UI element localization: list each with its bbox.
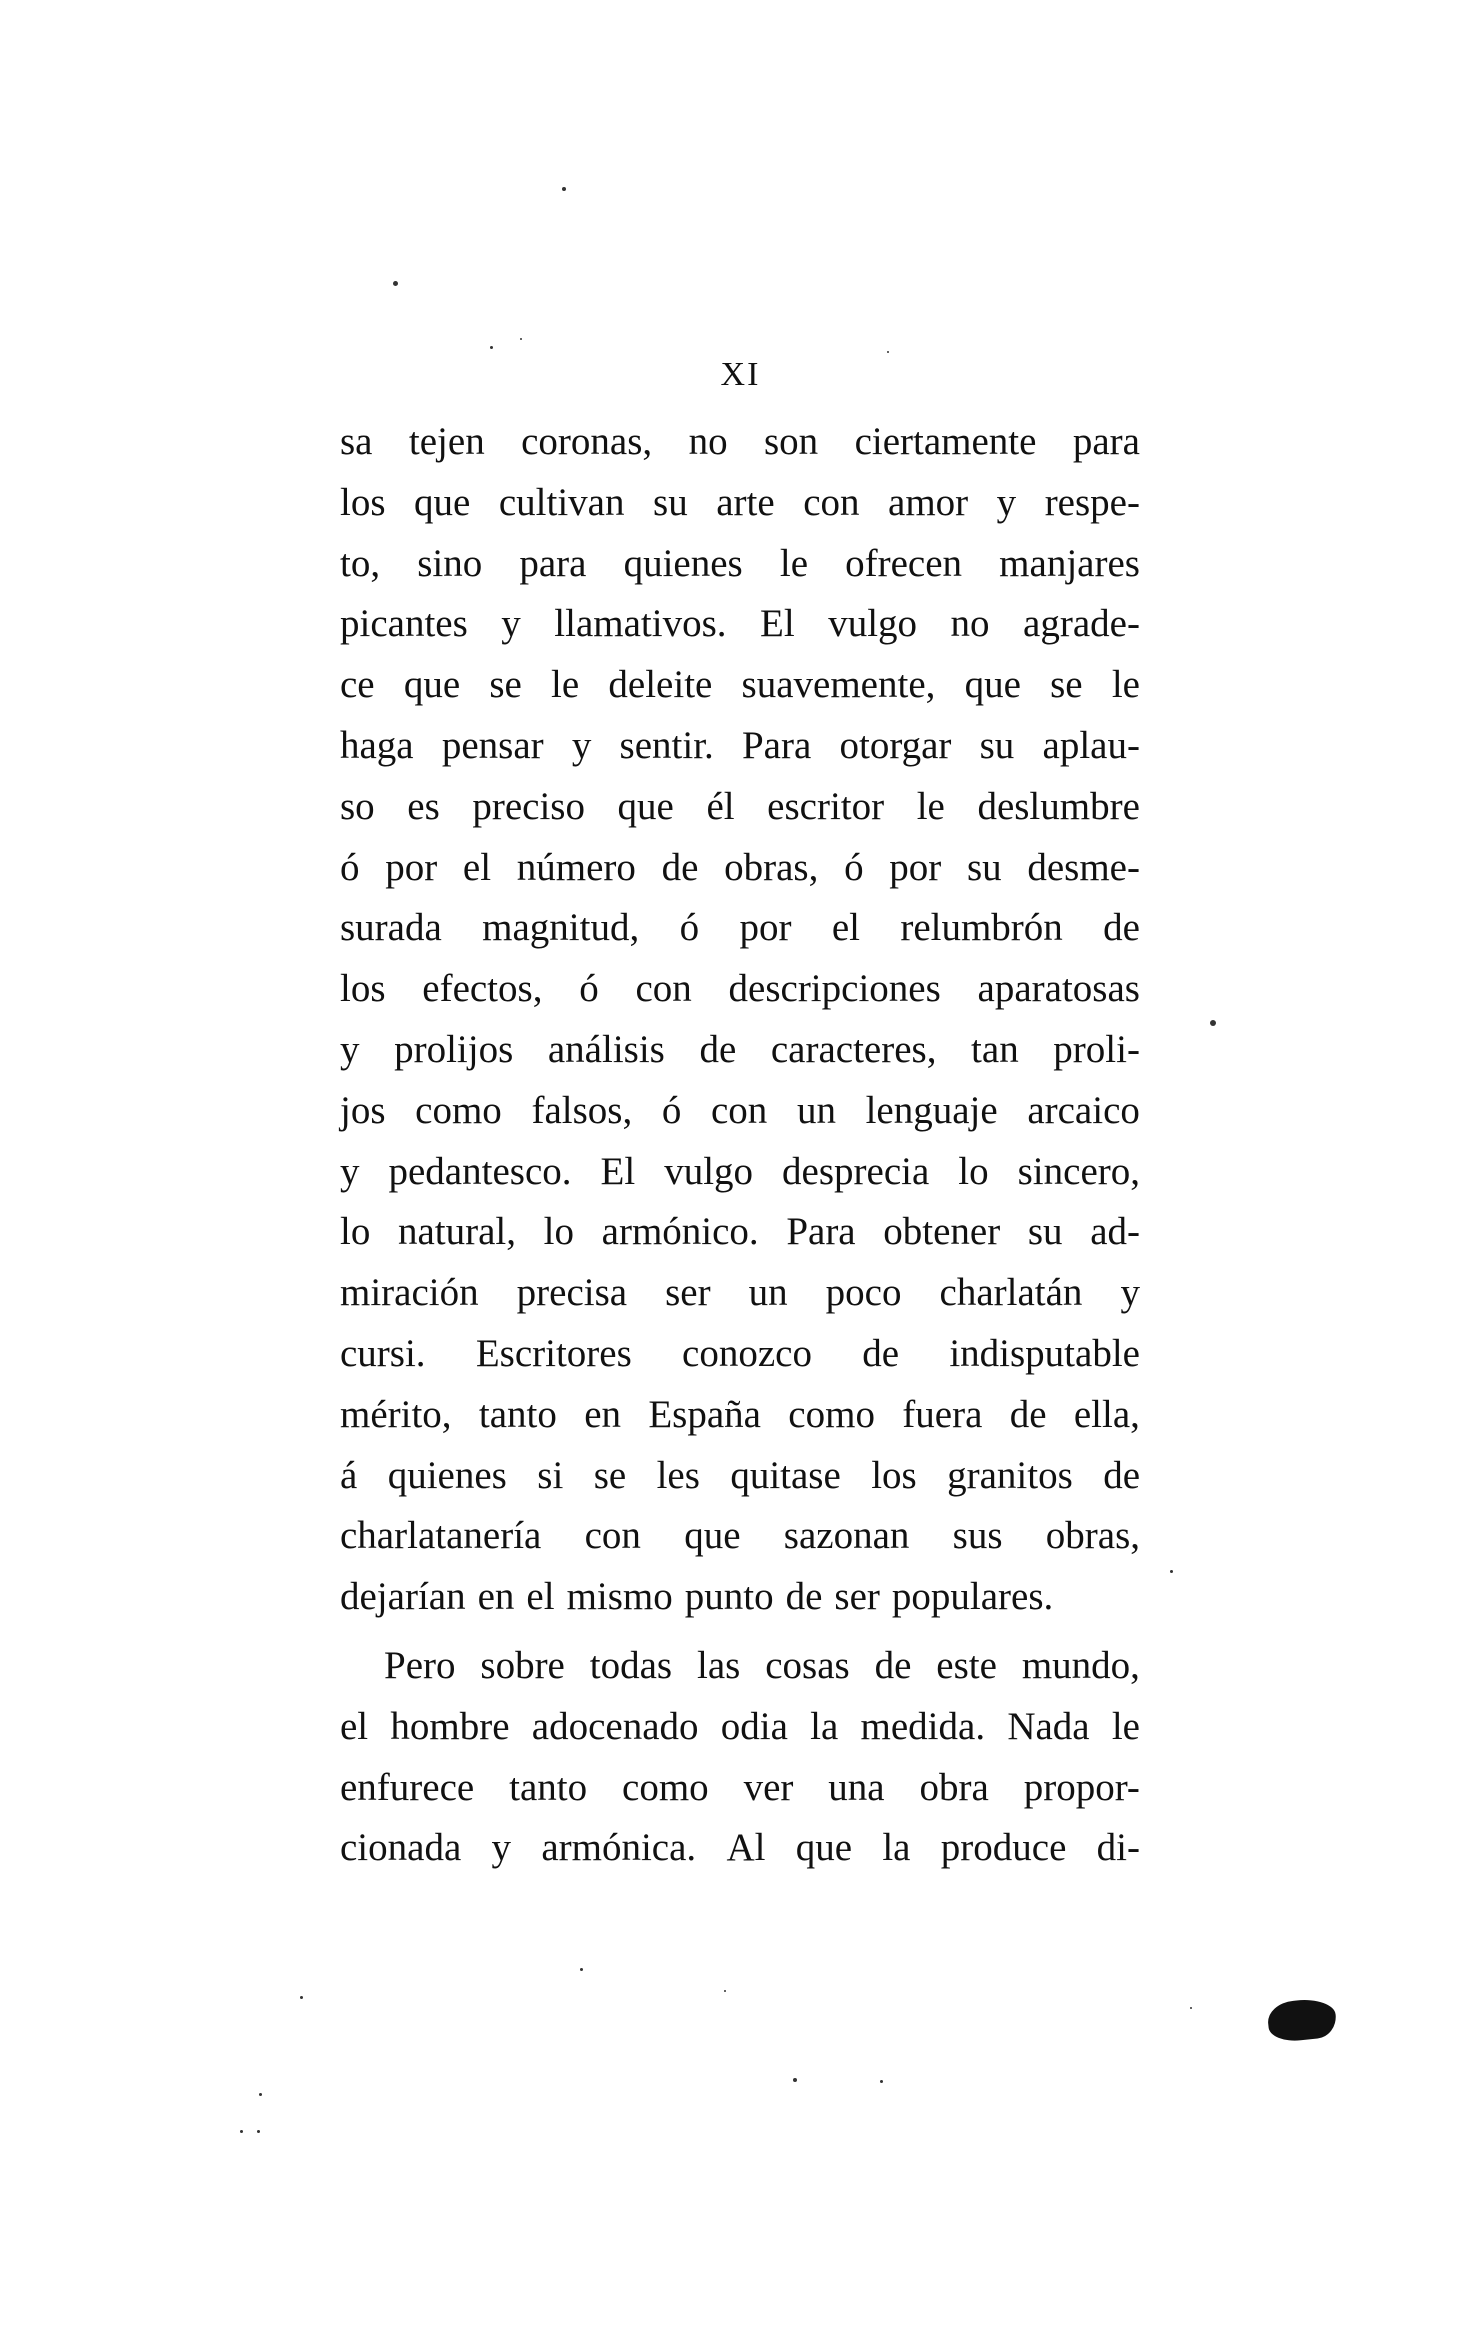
word: en [584, 1392, 622, 1436]
word: armónico. [601, 1210, 759, 1254]
word: indisputable [949, 1331, 1140, 1375]
word: que [403, 663, 461, 707]
word: escritor [767, 784, 885, 828]
word: sazonan [783, 1514, 910, 1558]
word: número [516, 845, 636, 889]
scan-speck [1210, 1020, 1216, 1026]
word: populares. [891, 1575, 1054, 1619]
text-line [340, 716, 1140, 777]
text-line [340, 1385, 1140, 1446]
word: deslumbre [977, 784, 1140, 828]
word: vulgo [664, 1149, 754, 1193]
word: manjares [999, 541, 1140, 585]
word: pensar [441, 723, 544, 767]
scan-speck [393, 281, 398, 286]
word: llamativos. [554, 602, 727, 646]
word: y [571, 723, 592, 767]
word: la [882, 1826, 911, 1870]
word: mismo [566, 1575, 673, 1619]
word: sincero, [1017, 1149, 1140, 1193]
word: quitase [730, 1453, 841, 1497]
word: quienes [387, 1453, 507, 1497]
word: España [648, 1392, 761, 1436]
word: caracteres, [770, 1027, 937, 1071]
word: ser [834, 1575, 880, 1619]
word: ó [340, 845, 360, 889]
paragraph-gap [340, 1628, 1140, 1636]
scan-speck [257, 2130, 260, 2133]
word: haga [340, 723, 414, 767]
word: y [491, 1826, 512, 1870]
word: quienes [623, 541, 743, 585]
word: su [979, 723, 1015, 767]
text-line [340, 1446, 1140, 1507]
word: y [501, 602, 521, 646]
word: por [385, 845, 438, 889]
text-line [340, 1636, 1140, 1697]
word: de [862, 1331, 900, 1375]
word: es [407, 784, 440, 828]
word: El [760, 602, 795, 646]
word: sobre [480, 1643, 565, 1687]
word: descripciones [728, 967, 941, 1011]
paragraph-2 [340, 1636, 1140, 1879]
text-line [340, 473, 1140, 534]
body-text [340, 412, 1140, 1879]
word: obtener [883, 1210, 1001, 1254]
word: obra [919, 1765, 989, 1809]
word: que [617, 784, 674, 828]
word: de [874, 1643, 912, 1687]
word: conozco [682, 1331, 812, 1375]
word: amor [888, 480, 969, 524]
scan-speck [1170, 1570, 1173, 1573]
word: tan [971, 1027, 1019, 1071]
word: ó [661, 1088, 682, 1132]
scan-speck [562, 187, 566, 191]
word: con [803, 480, 860, 524]
word: relumbrón [900, 906, 1063, 950]
word: proli- [1053, 1027, 1140, 1071]
scan-speck [240, 2130, 243, 2133]
scan-speck [520, 338, 522, 340]
word: cionada [340, 1826, 462, 1870]
word: para [519, 541, 587, 585]
word: los [871, 1453, 917, 1497]
word: el [462, 845, 492, 889]
word: suavemente, [741, 663, 936, 707]
word: á [340, 1453, 358, 1497]
word: poco [825, 1271, 902, 1315]
word: precisa [516, 1271, 628, 1315]
word: lo [543, 1210, 574, 1254]
text-line [340, 898, 1140, 959]
word: preciso [472, 784, 585, 828]
word: granitos [947, 1453, 1073, 1497]
word: todas [589, 1643, 673, 1687]
word: tejen [408, 420, 485, 463]
word: ciertamente [854, 420, 1037, 463]
scan-speck [580, 1968, 583, 1971]
text-line [340, 534, 1140, 595]
word: charlatanería [340, 1514, 542, 1558]
word: vulgo [828, 602, 918, 646]
word: picantes [340, 602, 468, 646]
word: produce [940, 1826, 1067, 1870]
text-line [340, 777, 1140, 838]
word: como [622, 1765, 709, 1809]
word: un [796, 1088, 836, 1132]
word: los [340, 967, 386, 1011]
word: son [763, 420, 819, 463]
word: jos [340, 1088, 386, 1132]
word: y [340, 1027, 360, 1071]
text-line [340, 1020, 1140, 1081]
word: ó [844, 845, 864, 889]
word: cursi. [340, 1331, 426, 1375]
text-line [340, 1506, 1140, 1567]
word: tanto [509, 1765, 588, 1809]
word: por [889, 845, 942, 889]
word: y [1120, 1271, 1140, 1315]
word: sino [417, 541, 483, 585]
word: lo [340, 1210, 371, 1254]
text-line [340, 1567, 1140, 1628]
word: de [1103, 906, 1140, 950]
word: la [810, 1704, 839, 1748]
word: le [1111, 1704, 1140, 1748]
word: El [600, 1149, 636, 1193]
word: para [1072, 420, 1140, 463]
word: se [489, 663, 522, 707]
scan-speck [300, 1996, 303, 1999]
word: odia [720, 1704, 788, 1748]
word: de [699, 1027, 737, 1071]
word: que [414, 480, 471, 524]
word: que [795, 1826, 853, 1870]
word: ver [743, 1765, 794, 1809]
word: su [653, 480, 688, 524]
word: su [966, 845, 1002, 889]
word: que [964, 663, 1021, 707]
word: falsos, [531, 1088, 633, 1132]
word: el [340, 1704, 369, 1748]
word: Para [786, 1210, 856, 1254]
page-number: XI [720, 356, 761, 393]
word: arcaico [1027, 1088, 1140, 1132]
text-line [340, 594, 1140, 655]
word: otorgar [839, 723, 952, 767]
word: como [788, 1392, 875, 1436]
word: desprecia [782, 1149, 930, 1193]
scan-speck [490, 346, 493, 349]
scan-speck [793, 2078, 797, 2082]
word: lenguaje [865, 1088, 998, 1132]
word: obras, [1045, 1514, 1140, 1558]
text-line [340, 412, 1140, 473]
word: hombre [390, 1704, 510, 1748]
word: con [710, 1088, 768, 1132]
word: un [748, 1271, 788, 1315]
word: tanto [478, 1392, 557, 1436]
word: de [785, 1575, 823, 1619]
word: y [996, 480, 1017, 524]
word: les [656, 1453, 700, 1497]
word: de [1103, 1453, 1140, 1497]
word: su [1027, 1210, 1063, 1254]
word: pedantesco. [388, 1149, 572, 1193]
text-line [340, 1142, 1140, 1203]
word: ce [340, 663, 375, 707]
word: análisis [547, 1027, 665, 1071]
word: natural, [397, 1210, 517, 1254]
scan-speck [1190, 2007, 1192, 2009]
scan-speck [887, 351, 889, 353]
word: Al [726, 1826, 766, 1870]
word: lo [958, 1149, 989, 1193]
word: como [415, 1088, 502, 1132]
word: Escritores [475, 1331, 632, 1375]
word: so [340, 784, 375, 828]
word: armónica. [541, 1826, 697, 1870]
word: ó [579, 967, 599, 1011]
word: Pero [384, 1643, 456, 1687]
word: las [696, 1643, 741, 1687]
word: cosas [765, 1643, 850, 1687]
word: por [739, 906, 792, 950]
word: le [916, 784, 945, 828]
word: charlatán [939, 1271, 1083, 1315]
scan-speck [259, 2093, 262, 2096]
word: propor- [1023, 1765, 1140, 1809]
word: los [340, 480, 386, 524]
word: desme- [1027, 845, 1140, 889]
word: ella, [1073, 1392, 1140, 1436]
word: no [688, 420, 728, 463]
word: agrade- [1023, 602, 1140, 646]
word: Para [741, 723, 812, 767]
word: efectos, [422, 967, 543, 1011]
word: magnitud, [482, 906, 640, 950]
word: en [477, 1575, 515, 1619]
word: adocenado [531, 1704, 699, 1748]
word: sus [952, 1514, 1003, 1558]
word: sentir. [619, 723, 714, 767]
ink-blot [1266, 1997, 1338, 2044]
word: si [537, 1453, 564, 1497]
word: y [340, 1149, 360, 1193]
word: mundo, [1021, 1643, 1140, 1687]
word: miración [340, 1271, 479, 1315]
word: le [1111, 663, 1140, 707]
word: se [593, 1453, 627, 1497]
text-line [340, 1263, 1140, 1324]
word: surada [340, 906, 442, 950]
word: prolijos [394, 1027, 514, 1071]
word: dejarían [340, 1575, 466, 1619]
word: de [661, 845, 699, 889]
word: aplau- [1042, 723, 1140, 767]
word: ser [665, 1271, 711, 1315]
word: fuera [902, 1392, 983, 1436]
word: le [551, 663, 580, 707]
word: Nada [1007, 1704, 1090, 1748]
word: el [526, 1575, 555, 1619]
word: obras, [724, 845, 819, 889]
word: ad- [1090, 1210, 1140, 1254]
text-line [340, 1758, 1140, 1819]
word: que [684, 1514, 741, 1558]
word: sa [340, 420, 373, 463]
word: una [828, 1765, 885, 1809]
text-line [340, 1202, 1140, 1263]
word: cultivan [498, 480, 625, 524]
text-line [340, 838, 1140, 899]
word: se [1050, 663, 1083, 707]
word: él [706, 784, 735, 828]
text-line [340, 1818, 1140, 1879]
word: di- [1096, 1826, 1140, 1870]
word: medida. [860, 1704, 986, 1748]
word: no [950, 602, 990, 646]
word: arte [716, 480, 775, 524]
word: to, [340, 541, 381, 585]
word: con [584, 1514, 641, 1558]
text-line [340, 959, 1140, 1020]
text-line [340, 1324, 1140, 1385]
word: de [1009, 1392, 1047, 1436]
word: mérito, [340, 1392, 452, 1436]
text-line [340, 1697, 1140, 1758]
paragraph-1 [340, 412, 1140, 1628]
word: punto [684, 1575, 774, 1619]
word: ó [679, 906, 700, 950]
word: aparatosas [977, 967, 1140, 1011]
text-line [340, 655, 1140, 716]
scan-speck [880, 2080, 883, 2083]
word: ofrecen [845, 541, 963, 585]
word: coronas, [521, 420, 653, 463]
word: le [779, 541, 809, 585]
word: el [831, 906, 860, 950]
text-line [340, 1081, 1140, 1142]
word: este [936, 1643, 997, 1687]
word: con [635, 967, 692, 1011]
word: enfurece [340, 1765, 475, 1809]
word: respe- [1044, 480, 1140, 524]
scan-speck [724, 1990, 726, 1992]
word: deleite [608, 663, 713, 707]
